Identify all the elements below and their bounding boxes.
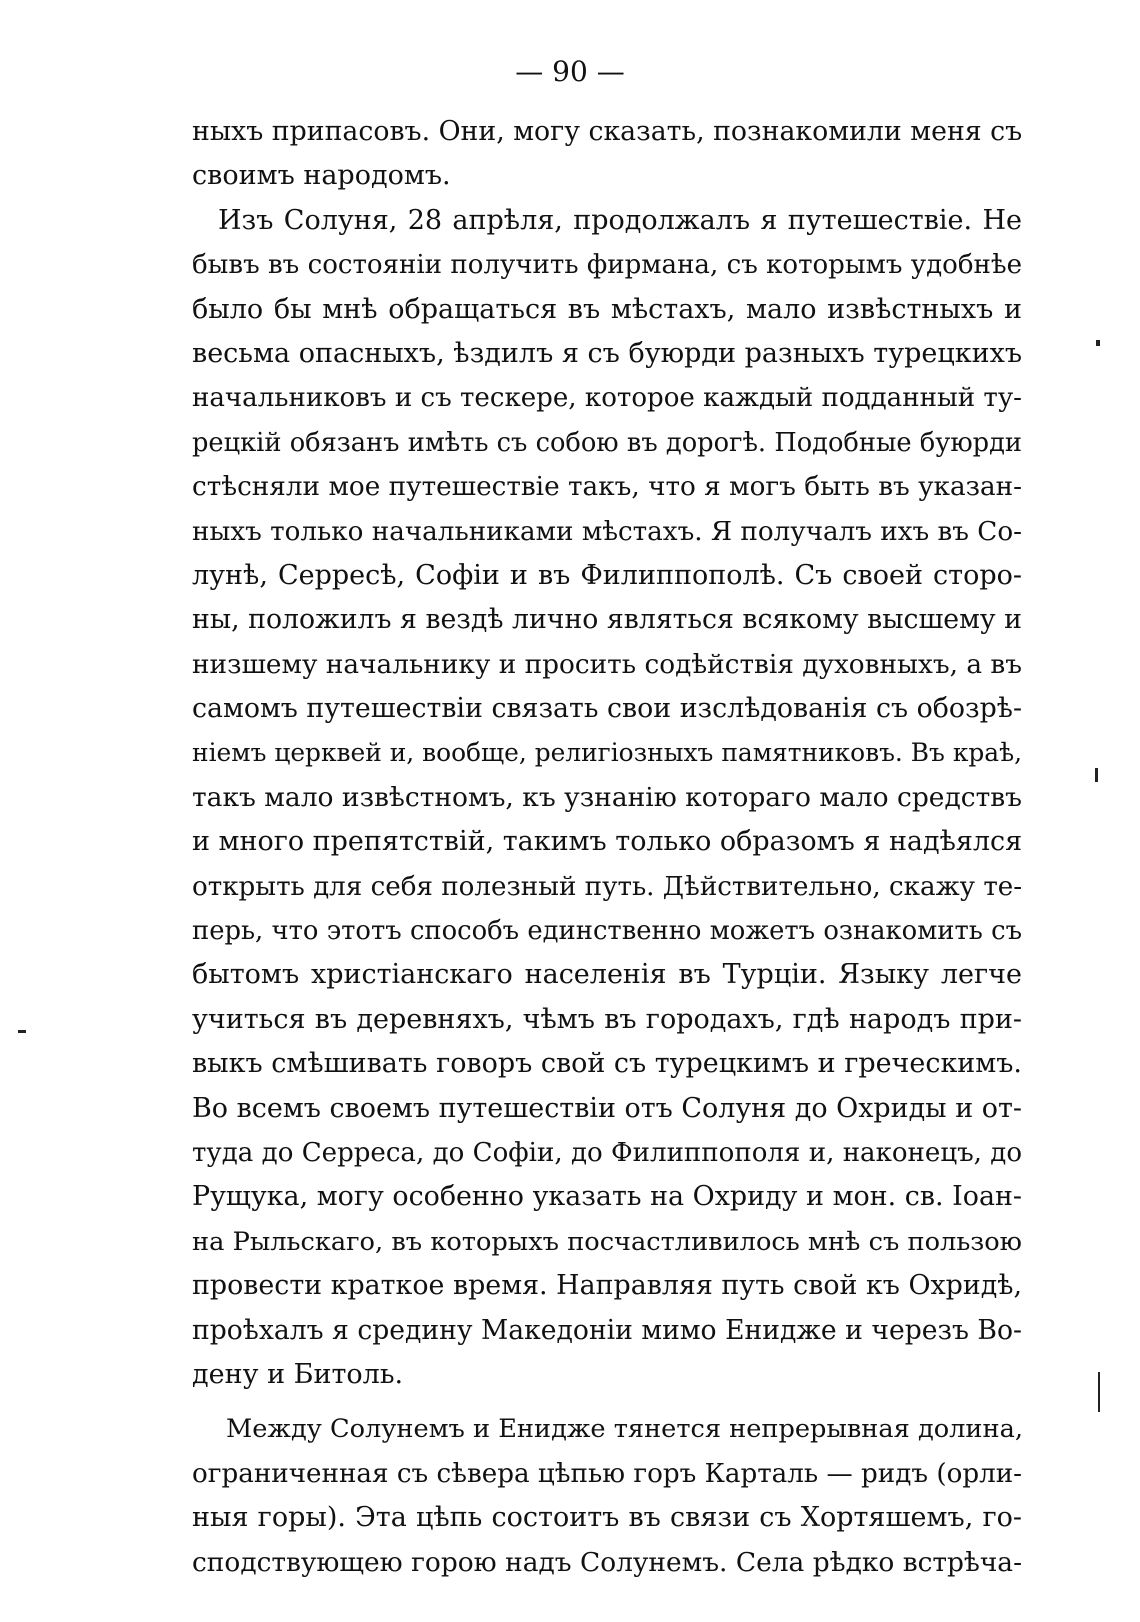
scan-speck xyxy=(1098,1372,1100,1412)
text-line: ныхъ припасовъ. Они, могу сказать, познакомили меня съ xyxy=(192,116,1023,147)
text-line: и много препятствій, такимъ только образомъ я надѣялся xyxy=(192,826,1023,858)
text-line: ны, положилъ я вездѣ лично являться всякому высшему и xyxy=(192,604,1022,636)
paragraph-2 xyxy=(192,199,1022,1398)
text-line: самомъ путешествіи связать свои изслѣдованія съ обозрѣ- xyxy=(192,693,1022,725)
text-line: открыть для себя полезный путь. Дѣйствительно, скажу те- xyxy=(192,871,1023,902)
text-line: бывъ въ состояніи получить фирмана, съ которымъ удобнѣе xyxy=(192,250,1022,281)
text-line: такъ мало извѣстномъ, къ узнанію котораго мало средствъ xyxy=(192,781,1022,813)
text-line: Во всемъ своемъ путешествіи отъ Солуня до Охриды и от- xyxy=(192,1092,1022,1124)
text-line: ограниченная съ сѣвера цѣпью горъ Карталь — ридъ (орли- xyxy=(192,1458,1022,1489)
paragraph-gap xyxy=(192,1397,1022,1407)
text-line: Изъ Солуня, 28 апрѣля, продолжалъ я путешествіе. Не xyxy=(218,204,1022,236)
text-line: туда до Серреса, до Софіи, до Филиппополя и, наконецъ, до xyxy=(192,1137,1022,1168)
scan-speck xyxy=(1095,768,1098,782)
text-line: выкъ смѣшивать говоръ свой съ турецкимъ и греческимъ. xyxy=(192,1048,1022,1080)
paragraph-1 xyxy=(192,110,1022,199)
paragraph-3 xyxy=(192,1407,1022,1585)
text-line: проѣхалъ я средину Македоніи мимо Енидже и черезъ Во- xyxy=(192,1314,1022,1346)
text-line: учиться въ деревняхъ, чѣмъ въ городахъ, гдѣ народъ при- xyxy=(192,1003,1022,1035)
text-line: было бы мнѣ обращаться въ мѣстахъ, мало извѣстныхъ и xyxy=(192,293,1022,325)
text-line: стѣсняли мое путешествіе такъ, что я могъ быть въ указан- xyxy=(192,472,1022,503)
text-line: своимъ народомъ. xyxy=(192,160,451,192)
page-text xyxy=(192,110,1022,1585)
text-line: лунѣ, Серресѣ, Софіи и въ Филиппополѣ. Съ своей сторо- xyxy=(192,559,1022,591)
text-line: Между Солунемъ и Енидже тянется непрерывная долина, xyxy=(226,1414,1024,1445)
text-line: рецкій обязанъ имѣть съ собою въ дорогѣ. Подобные буюрди xyxy=(192,427,1022,458)
text-line: ныя горы). Эта цѣпь состоитъ въ связи съ Хортяшемъ, го- xyxy=(192,1502,1022,1534)
text-line: Рущука, могу особенно указать на Охриду и мон. св. Іоан- xyxy=(192,1181,1022,1213)
text-line: низшему начальнику и просить содѣйствія духовныхъ, а въ xyxy=(192,649,1022,680)
scan-speck xyxy=(1096,340,1100,346)
text-line: весьма опасныхъ, ѣздилъ я съ буюрди разныхъ турецкихъ xyxy=(192,337,1022,369)
text-line: ныхъ только начальниками мѣстахъ. Я получалъ ихъ въ Со- xyxy=(192,516,1022,547)
scan-speck xyxy=(18,1030,26,1033)
text-line: перь, что этотъ способъ единственно можетъ ознакомить съ xyxy=(192,916,1022,947)
text-line: провести краткое время. Направляя путь свой къ Охридѣ, xyxy=(192,1270,1022,1302)
text-line: дену и Битоль. xyxy=(192,1358,404,1390)
text-line: сподствующею горою надъ Солунемъ. Села рѣдко встрѣча- xyxy=(192,1546,1022,1578)
text-line: начальниковъ и съ тескере, которое каждый подданный ту- xyxy=(192,383,1022,414)
page-number: — 90 — xyxy=(515,55,625,88)
text-line: бытомъ христіанскаго населенія въ Турціи. Языку легче xyxy=(192,959,1022,991)
text-line: на Рыльскаго, въ которыхъ посчастливилось мнѣ съ пользою xyxy=(192,1226,1022,1257)
text-line: ніемъ церквей и, вообще, религіозныхъ памятниковъ. Въ краѣ, xyxy=(192,738,1022,768)
